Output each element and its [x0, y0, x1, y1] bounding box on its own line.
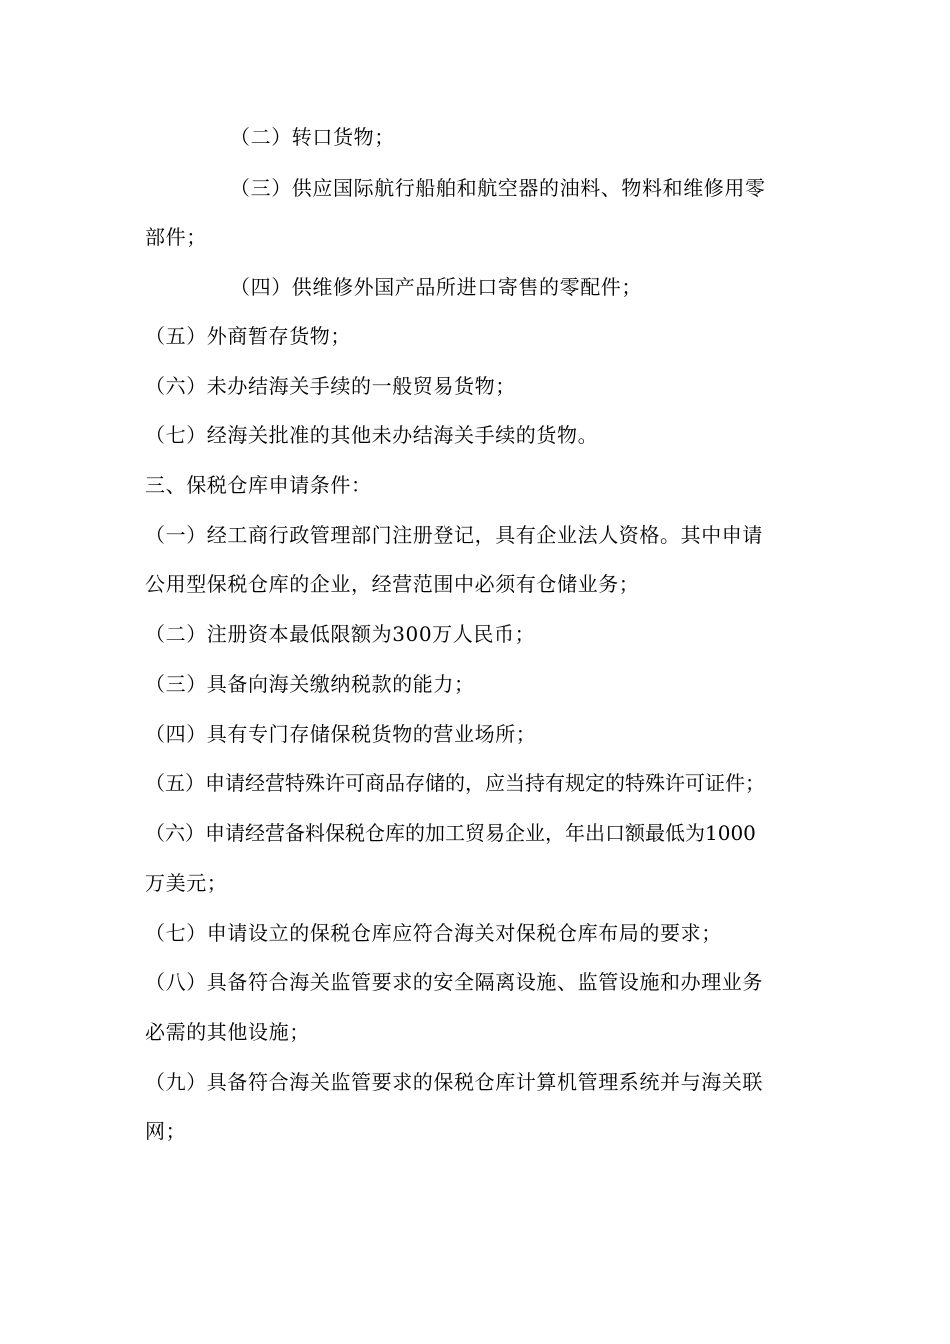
paragraph-line-13: （四）具有专门存储保税货物的营业场所； [145, 722, 537, 746]
paragraph-line-3: 部件； [145, 225, 207, 249]
paragraph-line-11: （二）注册资本最低限额为300万人民币； [145, 622, 536, 646]
paragraph-line-16: 万美元； [145, 871, 228, 895]
paragraph-line-6: （六）未办结海关手续的一般贸易货物； [145, 374, 516, 398]
paragraph-line-7: （七）经海关批准的其他未办结海关手续的货物。 [145, 423, 599, 447]
paragraph-line-9: （一）经工商行政管理部门注册登记，具有企业法人资格。其中申请 [145, 523, 763, 547]
paragraph-line-14: （五）申请经营特殊许可商品存储的，应当持有规定的特殊许可证件； [145, 771, 765, 795]
paragraph-line-17: （七）申请设立的保税仓库应符合海关对保税仓库布局的要求； [145, 921, 722, 945]
paragraph-line-1: （二）转口货物； [230, 125, 395, 149]
paragraph-line-12: （三）具备向海关缴纳税款的能力； [145, 672, 475, 696]
paragraph-line-20: （九）具备符合海关监管要求的保税仓库计算机管理系统并与海关联 [145, 1070, 763, 1094]
paragraph-line-18: （八）具备符合海关监管要求的安全隔离设施、监管设施和办理业务 [145, 970, 763, 994]
section-heading: 三、保税仓库申请条件： [145, 473, 372, 497]
paragraph-line-19: 必需的其他设施； [145, 1020, 310, 1044]
paragraph-line-4: （四）供维修外国产品所进口寄售的零配件； [230, 275, 642, 299]
paragraph-line-10: 公用型保税仓库的企业，经营范围中必须有仓储业务； [145, 572, 640, 596]
paragraph-line-21: 网； [145, 1119, 187, 1143]
paragraph-line-5: （五）外商暂存货物； [145, 324, 351, 348]
paragraph-line-2: （三）供应国际航行船舶和航空器的油料、物料和维修用零 [230, 176, 766, 200]
paragraph-line-15: （六）申请经营备料保税仓库的加工贸易企业，年出口额最低为1000 [145, 821, 756, 845]
